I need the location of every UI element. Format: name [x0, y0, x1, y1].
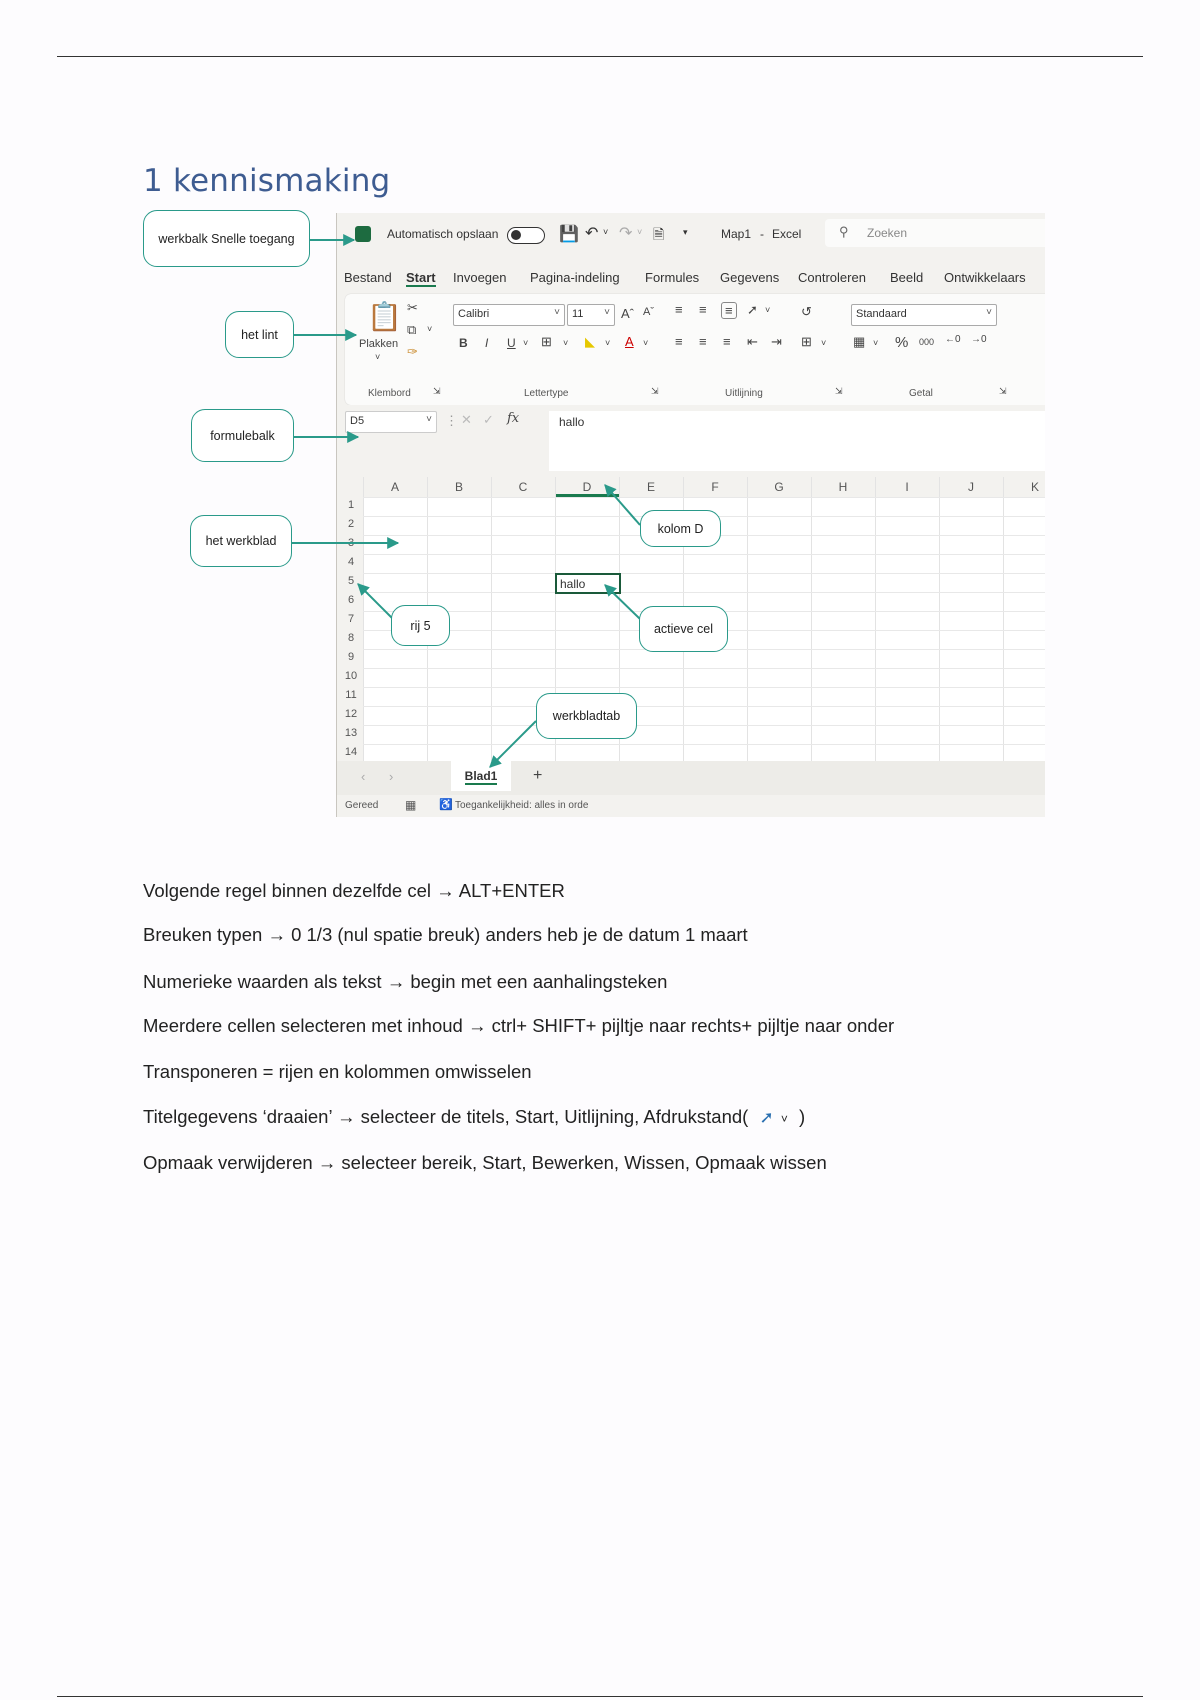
grid-hline	[363, 554, 1045, 555]
redo-icon[interactable]: ↷	[619, 225, 633, 242]
status-bar	[337, 795, 1045, 817]
copy-icon[interactable]: ⧉	[407, 322, 417, 337]
row-header[interactable]: 13	[344, 727, 358, 739]
search-placeholder: Zoeken	[867, 226, 908, 240]
group-uitlijning: Uitlijning	[725, 388, 763, 399]
macro-icon[interactable]: ▦	[405, 798, 417, 812]
excel-logo-icon	[355, 226, 371, 242]
row-header[interactable]: 10	[344, 670, 358, 682]
menu-start[interactable]: Start	[406, 270, 436, 285]
next-sheet-icon[interactable]: ›	[389, 769, 394, 784]
callout-sheet-tab: werkbladtab	[536, 693, 637, 739]
more-icon[interactable]: ⋮	[445, 413, 458, 428]
callout-row: rij 5	[391, 605, 450, 646]
tip-text: Titelgegevens ‘draaien’ → selecteer de titels, Start, Uitlijning, Afdrukstand(	[143, 1106, 749, 1127]
prev-sheet-icon[interactable]: ‹	[361, 769, 366, 784]
group-klembord: Klembord	[368, 388, 411, 399]
grid-vline	[811, 477, 812, 767]
grid-hline	[363, 744, 1045, 745]
decrease-decimal-icon[interactable]: →0	[971, 334, 987, 345]
paste-icon[interactable]: 📋	[367, 301, 402, 332]
align-center-icon[interactable]: ≡	[699, 334, 707, 349]
column-header[interactable]: F	[711, 480, 719, 494]
orientation-icon: ➚	[759, 1108, 774, 1127]
bold-icon[interactable]: B	[459, 336, 468, 350]
lettertype-launcher-icon[interactable]: ⇲	[651, 386, 659, 396]
grid-vline	[363, 477, 364, 767]
grow-font-icon[interactable]: Aˆ	[621, 306, 634, 321]
grid-vline	[1003, 477, 1004, 767]
shrink-font-icon[interactable]: Aˇ	[643, 306, 654, 318]
menu-controleren[interactable]: Controleren	[798, 270, 866, 285]
menu-pagina-indeling[interactable]: Pagina-indeling	[530, 270, 620, 285]
print-preview-icon[interactable]: 🗎	[653, 226, 665, 242]
merge-chevron-icon[interactable]: ˅	[821, 338, 827, 348]
tip-line-orientation	[143, 1106, 805, 1128]
accessibility-icon[interactable]: ♿	[439, 799, 453, 811]
app-name: Excel	[772, 227, 802, 241]
callout-sheet: het werkblad	[190, 515, 292, 567]
currency-chevron-icon[interactable]: ˅	[873, 338, 879, 348]
column-header[interactable]: B	[454, 480, 463, 494]
paste-label[interactable]: Plakken	[359, 338, 399, 350]
formula-input[interactable]: hallo	[549, 411, 1045, 471]
name-box[interactable]: D5 ˅	[345, 411, 437, 433]
search-box[interactable]	[825, 219, 1045, 247]
row-header[interactable]: 8	[347, 632, 355, 644]
menu-bar	[337, 265, 1045, 291]
sheet-tab-blad1[interactable]: Blad1	[451, 761, 511, 791]
top-rule	[57, 56, 1143, 57]
column-header[interactable]: E	[646, 480, 655, 494]
cancel-icon[interactable]: ✕	[461, 412, 472, 427]
autosave-label: Automatisch opslaan	[387, 227, 499, 241]
uitlijning-launcher-icon[interactable]: ⇲	[835, 386, 843, 396]
menu-ontwikkelaars[interactable]: Ontwikkelaars	[944, 270, 1026, 285]
tip-line: Opmaak verwijderen → selecteer bereik, Start, Bewerken, Wissen, Opmaak wissen	[143, 1152, 827, 1173]
align-right-icon[interactable]: ≡	[723, 334, 731, 349]
currency-icon[interactable]: ▦	[853, 334, 866, 349]
row-header[interactable]: 9	[347, 651, 355, 663]
status-accessibility[interactable]: Toegankelijkheid: alles in orde	[455, 800, 589, 811]
row-header[interactable]: 11	[345, 689, 357, 701]
autosave-toggle[interactable]	[507, 227, 545, 244]
menu-gegevens[interactable]: Gegevens	[720, 270, 780, 285]
row-header[interactable]: 12	[344, 708, 358, 720]
bottom-rule	[57, 1696, 1143, 1697]
grid-vline	[491, 477, 492, 767]
sheet-tab-bar	[337, 761, 1045, 795]
percent-icon[interactable]: %	[895, 334, 909, 351]
font-color-icon[interactable]: A	[625, 334, 634, 349]
align-middle-icon[interactable]: ≡	[699, 302, 707, 317]
tip-suffix: )	[799, 1106, 806, 1127]
menu-formules[interactable]: Formules	[645, 270, 700, 285]
column-header[interactable]: K	[1030, 480, 1039, 494]
row-header[interactable]: 1	[347, 499, 355, 511]
row-header[interactable]: 5	[347, 575, 355, 587]
group-lettertype: Lettertype	[524, 388, 569, 399]
active-cell[interactable]: hallo	[555, 573, 621, 594]
increase-indent-icon[interactable]: ⇥	[771, 334, 782, 349]
chevron-down-icon: ˅	[780, 1112, 788, 1126]
number-format-select[interactable]: Standaard ˅	[851, 304, 997, 326]
copy-chevron-icon[interactable]: ˅	[427, 324, 433, 334]
fill-chevron-icon[interactable]: ˅	[605, 338, 611, 348]
font-color-chevron-icon[interactable]: ˅	[643, 338, 649, 348]
grid-hline	[363, 573, 1045, 574]
row-header[interactable]: 4	[347, 556, 355, 568]
row-header[interactable]: 2	[347, 518, 355, 530]
callout-ribbon: het lint	[225, 311, 294, 358]
grid-vline	[747, 477, 748, 767]
callout-formula: formulebalk	[191, 409, 294, 462]
decrease-indent-icon[interactable]: ⇤	[747, 334, 758, 349]
tip-line: Volgende regel binnen dezelfde cel → ALT+ENTER	[143, 880, 565, 901]
excel-title-bar	[337, 213, 1045, 255]
font-size-select[interactable]: 11 ˅	[567, 304, 615, 326]
increase-decimal-icon[interactable]: ←0	[945, 334, 961, 345]
status-ready: Gereed	[345, 800, 379, 811]
callout-column: kolom D	[640, 510, 721, 547]
ribbon	[345, 294, 1045, 405]
column-header[interactable]: H	[838, 480, 848, 494]
column-header[interactable]: J	[968, 480, 974, 494]
undo-icon[interactable]: ↶	[585, 225, 599, 242]
grid-hline	[363, 687, 1045, 688]
undo-chevron-icon[interactable]: ˅	[603, 227, 609, 237]
format-painter-icon[interactable]: ✑	[407, 344, 418, 359]
paste-chevron-icon[interactable]: ˅	[375, 352, 381, 362]
column-header[interactable]: G	[774, 480, 784, 494]
align-bottom-icon[interactable]: ≡	[721, 302, 737, 319]
grid-hline	[363, 668, 1045, 669]
fill-color-icon[interactable]: ◣	[585, 334, 595, 349]
redo-chevron-icon[interactable]: ˅	[637, 227, 643, 237]
add-sheet-button[interactable]: +	[533, 767, 543, 784]
menu-bestand[interactable]: Bestand	[344, 270, 392, 285]
customize-qat-icon[interactable]: ▾	[683, 227, 688, 237]
title-separator: -	[760, 227, 764, 241]
column-header[interactable]: I	[905, 480, 909, 494]
file-name: Map1	[721, 227, 752, 241]
grid-hline	[363, 725, 1045, 726]
tip-line: Numerieke waarden als tekst → begin met een aanhalingsteken	[143, 971, 668, 992]
row-header[interactable]: 3	[347, 537, 355, 549]
grid-hline	[363, 497, 1045, 498]
underline-icon[interactable]: U	[507, 336, 516, 350]
thousands-icon[interactable]: 000	[919, 337, 935, 347]
borders-chevron-icon[interactable]: ˅	[563, 338, 569, 348]
getal-launcher-icon[interactable]: ⇲	[999, 386, 1007, 396]
row-header[interactable]: 7	[347, 613, 355, 625]
row-header[interactable]: 14	[344, 746, 358, 758]
tip-line: Meerdere cellen selecteren met inhoud → ctrl+ SHIFT+ pijltje naar rechts+ pijltje naar onder	[143, 1015, 895, 1036]
orientation-icon[interactable]: ➚	[747, 302, 758, 317]
underline-chevron-icon[interactable]: ˅	[523, 338, 529, 348]
column-header[interactable]: A	[390, 480, 399, 494]
enter-icon[interactable]: ✓	[483, 412, 494, 427]
column-header[interactable]: D	[582, 480, 592, 494]
align-left-icon[interactable]: ≡	[675, 334, 683, 349]
grid-vline	[875, 477, 876, 767]
orientation-chevron-icon[interactable]: ˅	[765, 305, 771, 315]
callout-qat: werkbalk Snelle toegang	[143, 210, 310, 267]
align-top-icon[interactable]: ≡	[675, 302, 683, 317]
cut-icon[interactable]: ✂	[407, 300, 418, 315]
klembord-launcher-icon[interactable]: ⇲	[433, 386, 441, 396]
tip-line: Transponeren = rijen en kolommen omwisselen	[143, 1061, 532, 1082]
row-header[interactable]: 6	[347, 594, 355, 606]
italic-icon[interactable]: I	[485, 336, 489, 350]
menu-beeld[interactable]: Beeld	[890, 270, 924, 285]
merge-cells-icon[interactable]: ⊞	[801, 334, 812, 349]
grid-hline	[363, 592, 1045, 593]
tip-line: Breuken typen → 0 1/3 (nul spatie breuk) anders heb je de datum 1 maart	[143, 924, 748, 945]
insert-function-icon[interactable]: fx	[507, 411, 520, 426]
page-heading: 1 kennismaking	[143, 163, 391, 199]
grid-hline	[363, 706, 1045, 707]
formula-bar	[337, 405, 1045, 477]
font-name-select[interactable]: Calibri ˅	[453, 304, 565, 326]
search-icon: ⚲	[839, 224, 849, 239]
grid-vline	[939, 477, 940, 767]
save-icon[interactable]: 💾	[559, 226, 579, 243]
callout-active-cell: actieve cel	[639, 606, 728, 652]
wrap-text-icon[interactable]: ↺	[801, 304, 812, 319]
column-header[interactable]: C	[518, 480, 528, 494]
group-getal: Getal	[909, 388, 933, 399]
menu-invoegen[interactable]: Invoegen	[453, 270, 507, 285]
borders-icon[interactable]: ⊞	[541, 334, 552, 349]
